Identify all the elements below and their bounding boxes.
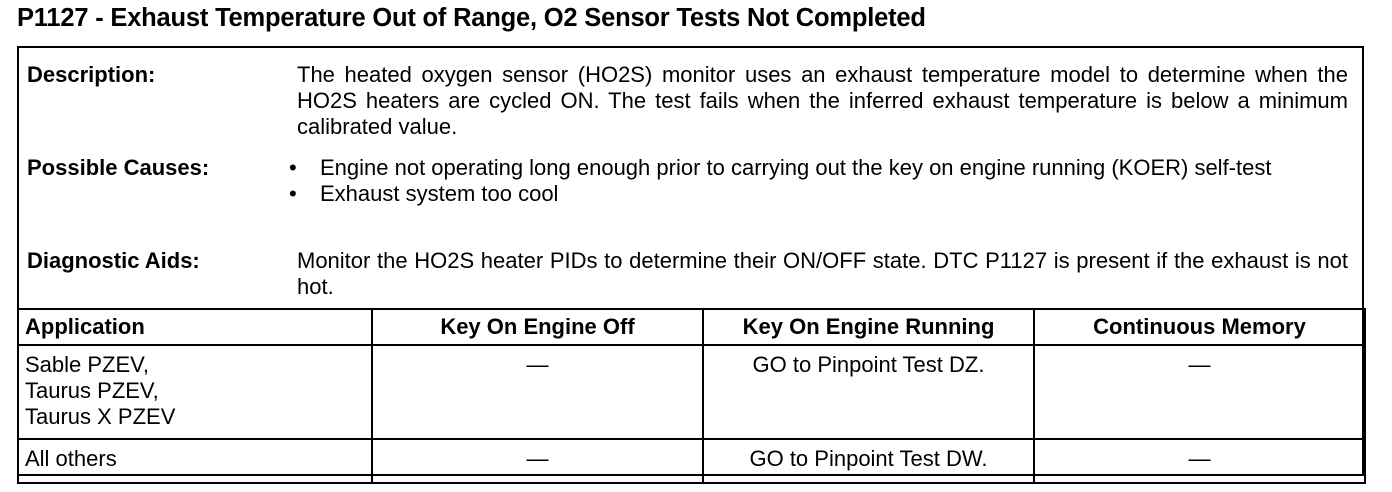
- list-item: [283, 181, 1338, 207]
- application-line: Taurus X PZEV: [25, 404, 176, 429]
- application-line: Sable PZEV,: [25, 352, 149, 377]
- page-title: P1127 - Exhaust Temperature Out of Range, O2 Sensor Tests Not Completed: [17, 4, 926, 32]
- continuous-memory-cell: —: [1034, 439, 1365, 483]
- description-label: Description:: [27, 62, 156, 87]
- koeo-cell: —: [372, 439, 703, 483]
- bullet-icon: •: [289, 181, 297, 206]
- table-header-row: [18, 309, 1365, 345]
- continuous-memory-cell: —: [1034, 345, 1365, 439]
- koer-cell: GO to Pinpoint Test DW.: [703, 439, 1034, 483]
- diagnostic-aids-label: Diagnostic Aids:: [27, 248, 200, 273]
- koeo-cell: —: [372, 345, 703, 439]
- cause-text: Engine not operating long enough prior to carrying out the key on engine running (KOER) self-test: [320, 155, 1272, 180]
- application-cell: [18, 439, 372, 483]
- table-row: [18, 345, 1365, 439]
- header-continuous-memory: Continuous Memory: [1034, 309, 1365, 345]
- description-text: The heated oxygen sensor (HO2S) monitor uses an exhaust temperature model to determine when the HO2S heaters are cycled ON. The test fails when the inferred exhaust temperature is below a minimum calibrated value.: [297, 62, 1348, 139]
- table-row: [18, 439, 1365, 483]
- list-item: [283, 155, 1338, 181]
- cause-text: Exhaust system too cool: [320, 181, 559, 206]
- header-koeo: Key On Engine Off: [372, 309, 703, 345]
- application-cell: [18, 345, 372, 439]
- koer-cell: GO to Pinpoint Test DZ.: [703, 345, 1034, 439]
- application-line: Taurus PZEV,: [25, 378, 159, 403]
- possible-causes-list: [283, 155, 1338, 207]
- application-line: All others: [25, 446, 117, 471]
- dtc-info-box: [17, 46, 1364, 476]
- header-application: Application: [18, 309, 372, 345]
- header-koer: Key On Engine Running: [703, 309, 1034, 345]
- application-table: [17, 308, 1366, 484]
- bullet-icon: •: [289, 155, 297, 180]
- diagnostic-aids-text: Monitor the HO2S heater PIDs to determine their ON/OFF state. DTC P1127 is present if the exhaust is not hot.: [297, 248, 1348, 299]
- possible-causes-label: Possible Causes:: [27, 155, 210, 180]
